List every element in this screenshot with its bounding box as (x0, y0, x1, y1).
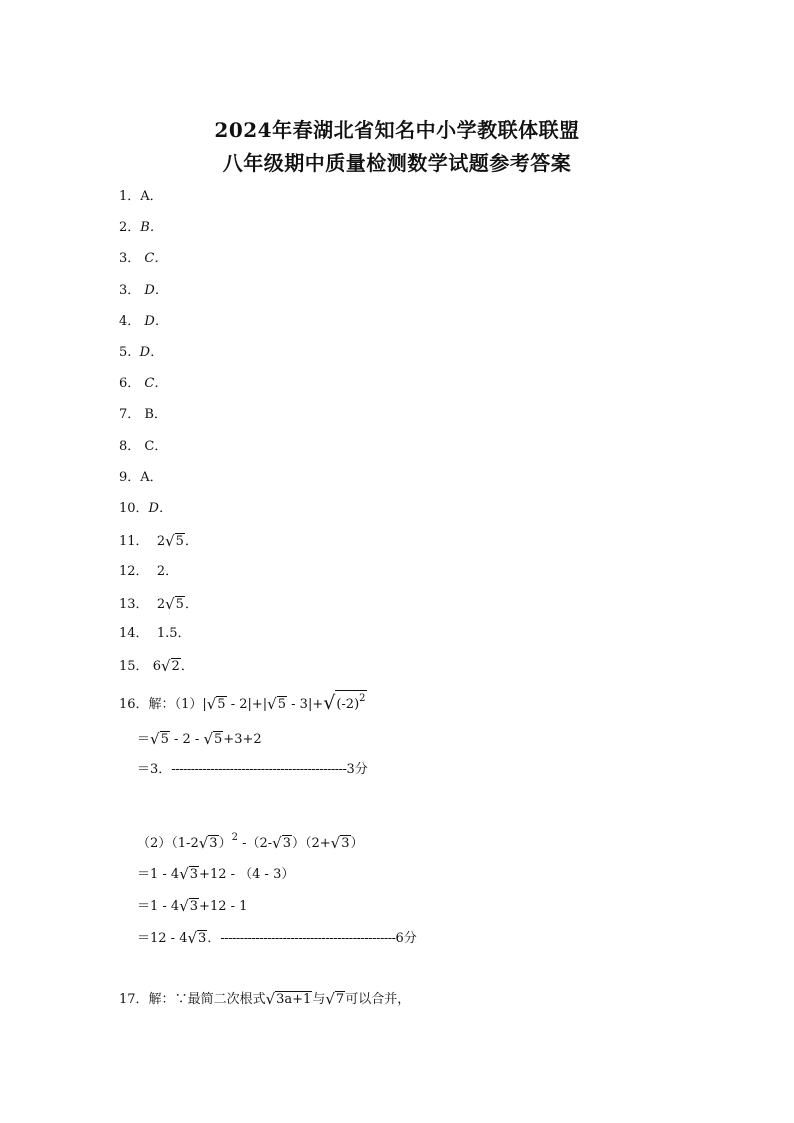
answer-15: 15． 6√2． (119, 657, 194, 675)
q16-step5: ＝12 - 4√3．---------------------------------------------6分 (137, 929, 417, 947)
q16-step4: ＝1 - 4√3+12 - 1 (137, 897, 248, 915)
sqrt-sign: √5 (150, 730, 169, 748)
sqrt-sign: √3 (330, 834, 350, 852)
sqrt-sign: √7 (325, 990, 345, 1008)
answer-9: 9．A． (119, 470, 163, 485)
answer-11: 11． 2√5． (119, 532, 198, 550)
sqrt-sign: $√(-2)^2$ (323, 692, 366, 714)
sqrt-sign: √3a+1 (265, 990, 312, 1008)
score-leader: --------------------------------------------- (171, 762, 347, 777)
answer-12: 12． 2． (119, 564, 179, 579)
answer-1: 1．A． (119, 189, 163, 204)
q16-step1: ＝√5 - 2 - √5+3+2 (137, 730, 262, 748)
document-title-line1: 2024年春湖北省知名中小学教联体联盟 (214, 118, 580, 142)
sqrt-sign: √3 (198, 834, 218, 852)
answer-13: 13． 2√5． (119, 595, 198, 613)
score-mark: 3分 (346, 762, 368, 777)
answer-4: 4． D． (119, 314, 168, 329)
sqrt-sign: √5 (206, 695, 226, 713)
sqrt-sign: √3 (179, 865, 199, 883)
answer-3a: 3． C． (119, 251, 168, 266)
answer-5: 5. D． (119, 345, 164, 360)
answer-2: 2．B． (119, 220, 163, 235)
sqrt-sign: √3 (179, 897, 199, 915)
sqrt-sign: √5 (267, 695, 287, 713)
sqrt-sign: √5 (203, 730, 223, 748)
sqrt-sign: √2 (160, 657, 180, 675)
answer-7: 7． B． (119, 407, 167, 422)
score-leader: --------------------------------------------- (220, 931, 396, 946)
q16-step2: ＝3．---------------------------------------------3分 (137, 762, 368, 777)
sqrt-sign: √3 (187, 929, 207, 947)
sqrt-sign: √5 (165, 532, 184, 550)
q16-part1-expression: 16．解：$(1)|√5 - 2|+|√5 - 3|+√(-2)^2$ (119, 692, 366, 714)
answer-3b: 3． D． (119, 283, 168, 298)
answer-8: 8． C． (119, 439, 168, 454)
q17-statement: 17．解：∵最简二次根式√3a+1与√7可以合并， (119, 990, 411, 1008)
answer-14: 14． 1.5． (119, 626, 191, 641)
q16-part2-expression: $(2)(1-2√3)^2$ -（2-√3）（2+√3） (137, 832, 364, 852)
q16-step3: ＝1 - 4√3+12 - （4 - 3） (137, 865, 295, 883)
sqrt-sign: √3 (272, 834, 291, 852)
sqrt-sign: √5 (165, 595, 184, 613)
answer-6: 6． C． (119, 376, 168, 391)
answer-10: 10．D． (119, 501, 172, 516)
document-title-line2: 八年级期中质量检测数学试题参考答案 (222, 151, 572, 175)
score-mark: 6分 (395, 931, 417, 946)
